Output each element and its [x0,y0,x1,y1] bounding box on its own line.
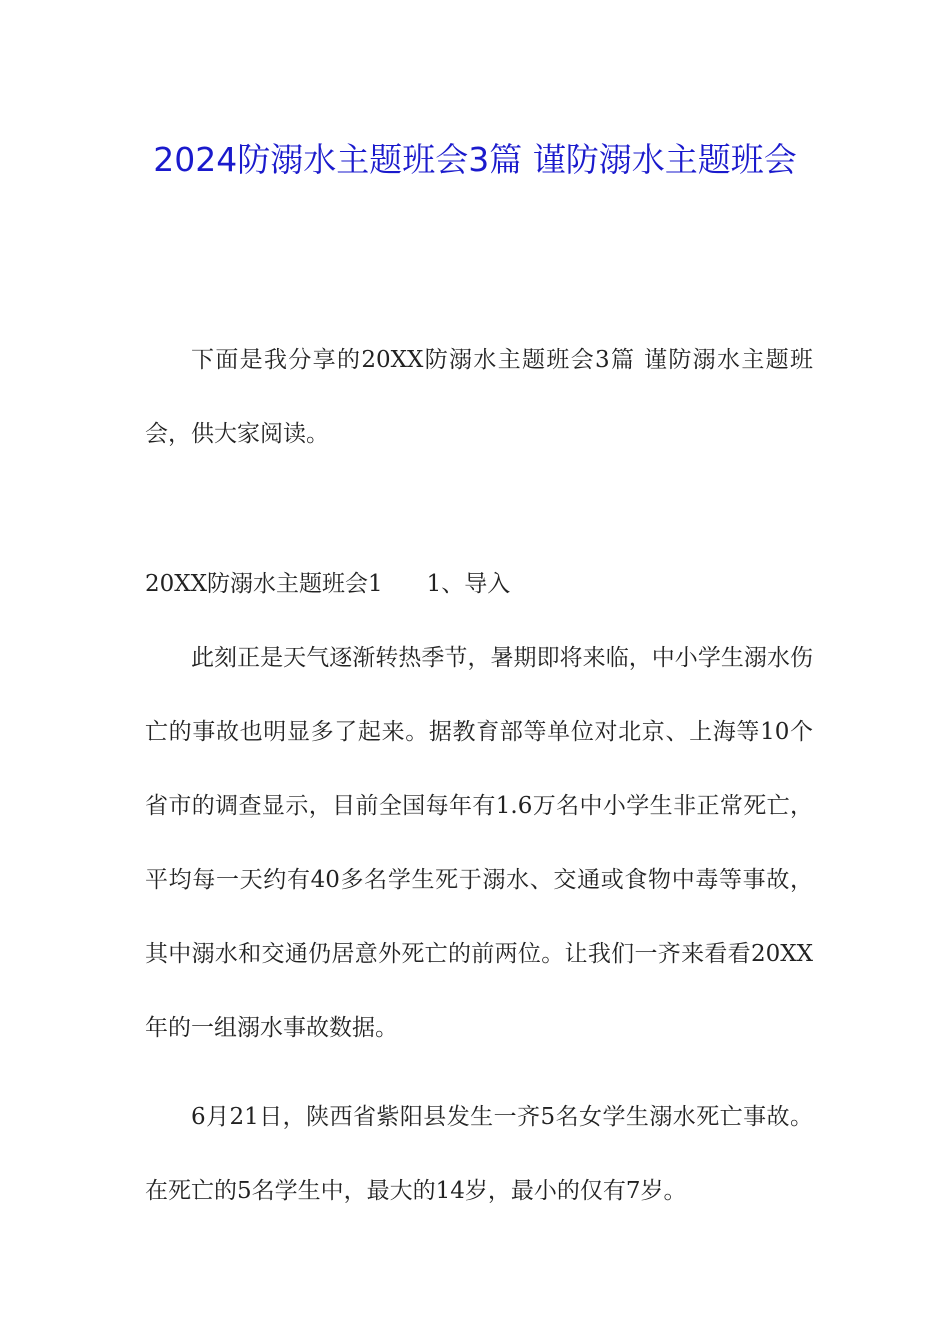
body-paragraph: 此刻正是天气逐渐转热季节，暑期即将来临，中小学生溺水伤亡的事故也明显多了起来。据教育部等单位对北京、上海等10个省市的调查显示，目前全国每年有1.6万名中小学生非正常死亡，平均每一天约有40多名学生死于溺水、交通或食物中毒等事故，其中溺水和交通仍居意外死亡的前两位。让我们一齐来看看20XX年的一组溺水事故数据。 [145,645,813,1041]
body-paragraph: 6月21日，陕西省紫阳县发生一齐5名女学生溺水死亡事故。在死亡的5名学生中，最大的14岁，最小的仅有7岁。 [145,1104,813,1204]
section-title: 20XX防溺水主题班会1 [145,571,383,597]
section-heading [145,547,510,621]
intro-paragraph: 下面是我分享的20XX防溺水主题班会3篇 谨防溺水主题班会，供大家阅读。 [145,347,813,447]
document-title: 2024防溺水主题班会3篇 谨防溺水主题班会 [153,140,797,179]
section-subheading: 1、导入 [426,571,511,597]
